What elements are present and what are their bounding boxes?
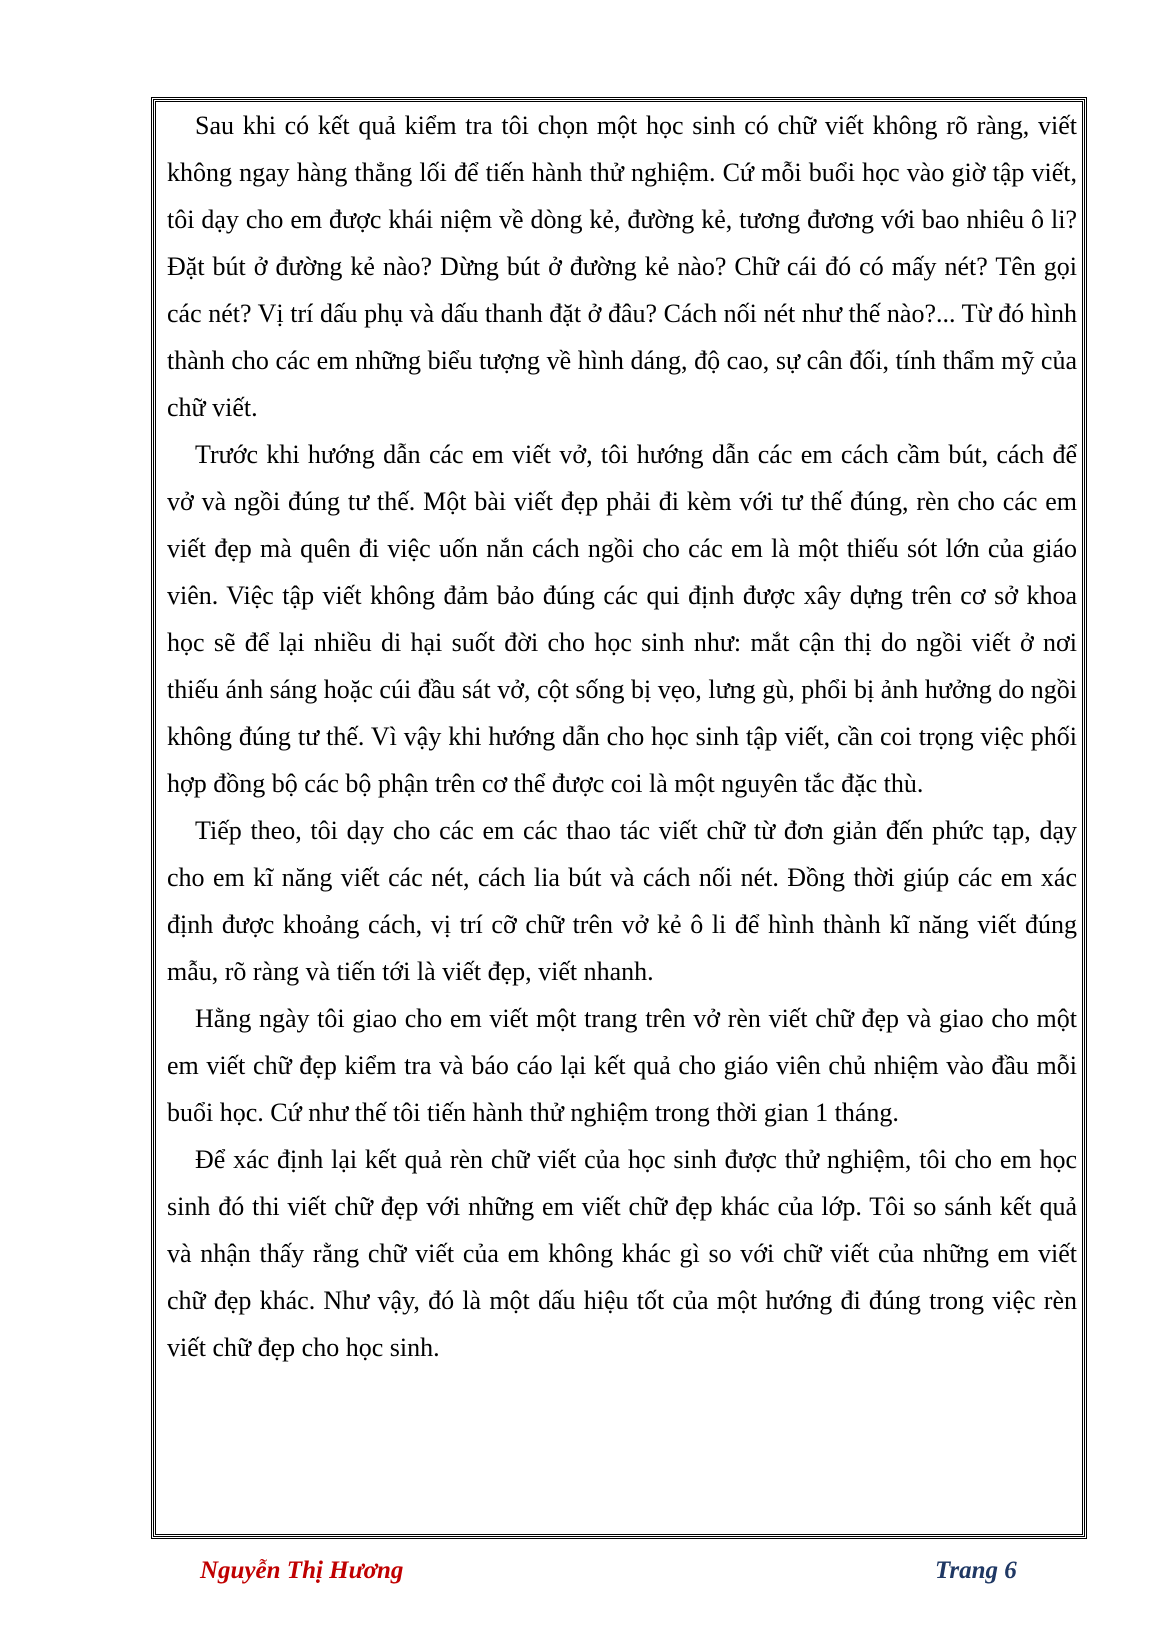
footer-author: Nguyễn Thị Hương <box>200 1557 404 1584</box>
paragraph: Trước khi hướng dẫn các em viết vở, tôi hướng dẫn các em cách cầm bút, cách để vở và ngồi đúng tư thế. Một bài viết đẹp phải đi kèm với tư thế đúng, rèn cho các em viết đẹp mà quên đi việc uốn nắn cách ngồi cho các em là một thiếu sót lớn của giáo viên. Việc tập viết không đảm bảo đúng các qui định được xây dựng trên cơ sở khoa học sẽ để lại nhiều di hại suốt đời cho học sinh như: mắt cận thị do ngồi viết ở nơi thiếu ánh sáng hoặc cúi đầu sát vở, cột sống bị vẹo, lưng gù, phổi bị ảnh hưởng do ngồi không đúng tư thế. Vì vậy khi hướng dẫn cho học sinh tập viết, cần coi trọng việc phối hợp đồng bộ các bộ phận trên cơ thể được coi là một nguyên tắc đặc thù. <box>167 440 1077 798</box>
paragraph: Để xác định lại kết quả rèn chữ viết của học sinh được thử nghiệm, tôi cho em học sinh đó thi viết chữ đẹp với những em viết chữ đẹp khác của lớp. Tôi so sánh kết quả và nhận thấy rằng chữ viết của em không khác gì so với chữ viết của những em viết chữ đẹp khác. Như vậy, đó là một dấu hiệu tốt của một hướng đi đúng trong việc rèn viết chữ đẹp cho học sinh. <box>167 1145 1077 1362</box>
document-body <box>167 102 1077 1371</box>
paragraph: Hằng ngày tôi giao cho em viết một trang trên vở rèn viết chữ đẹp và giao cho một em viết chữ đẹp kiểm tra và báo cáo lại kết quả cho giáo viên chủ nhiệm vào đầu mỗi buổi học. Cứ như thế tôi tiến hành thử nghiệm trong thời gian 1 tháng. <box>167 1004 1077 1127</box>
footer-page-number: Trang 6 <box>935 1557 1017 1584</box>
paragraph: Sau khi có kết quả kiểm tra tôi chọn một học sinh có chữ viết không rõ ràng, viết không ngay hàng thẳng lối để tiến hành thử nghiệm. Cứ mỗi buổi học vào giờ tập viết, tôi dạy cho em được khái niệm về dòng kẻ, đường kẻ, tương đương với bao nhiêu ô li? Đặt bút ở đường kẻ nào? Dừng bút ở đường kẻ nào? Chữ cái đó có mấy nét? Tên gọi các nét? Vị trí dấu phụ và dấu thanh đặt ở đâu? Cách nối nét như thế nào?... Từ đó hình thành cho các em những biểu tượng về hình dáng, độ cao, sự cân đối, tính thẩm mỹ của chữ viết. <box>167 111 1077 422</box>
paragraph: Tiếp theo, tôi dạy cho các em các thao tác viết chữ từ đơn giản đến phức tạp, dạy cho em kĩ năng viết các nét, cách lia bút và cách nối nét. Đồng thời giúp các em xác định được khoảng cách, vị trí cỡ chữ trên vở kẻ ô li để hình thành kĩ năng viết đúng mẫu, rõ ràng và tiến tới là viết đẹp, viết nhanh. <box>167 816 1077 986</box>
